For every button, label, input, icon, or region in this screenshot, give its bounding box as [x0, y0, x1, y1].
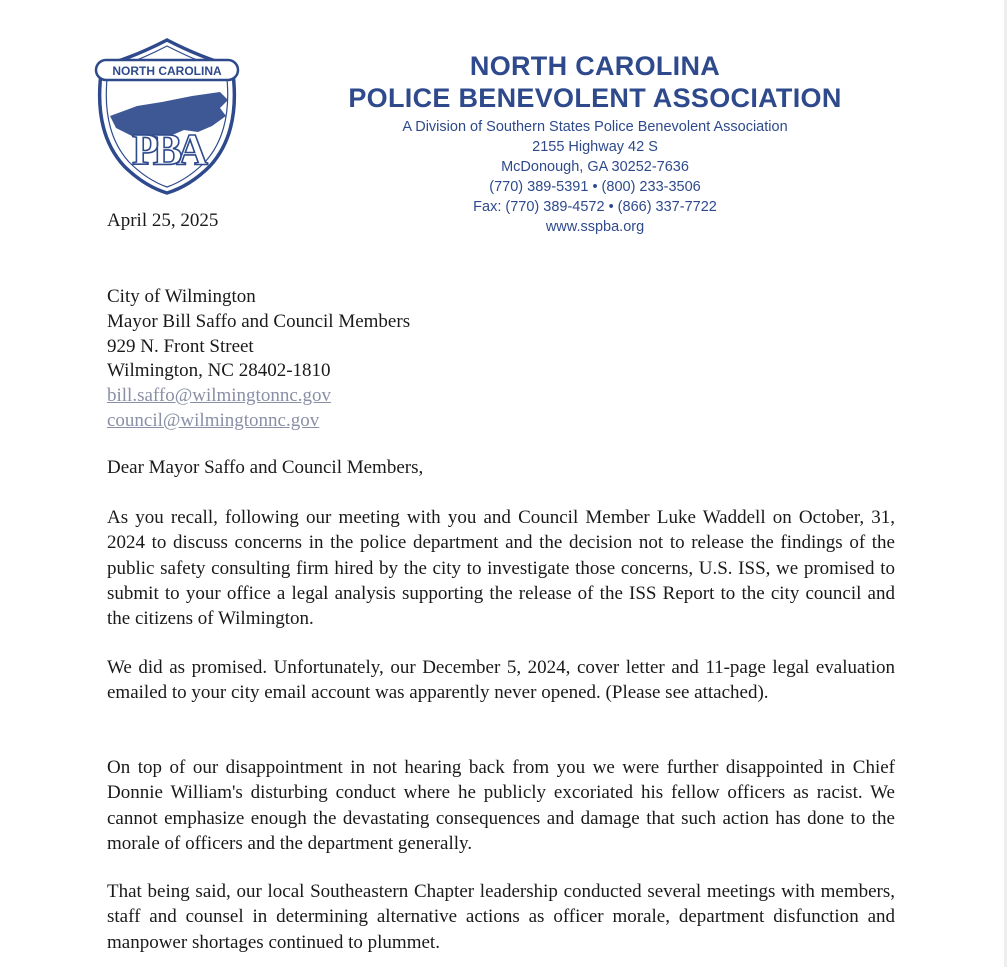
org-division: A Division of Southern States Police Benevolent Association [402, 119, 788, 135]
logo-banner-text: NORTH CAROLINA [112, 64, 222, 78]
body-paragraph-3: On top of our disappointment in not hearing back from you we were further disappointed in Chief Donnie William's disturbing conduct where he publicly excoriated his fellow officers as racist. We cannot emphasize enough the devastating consequences and damage that such action has done to the morale of officers and the department generally. [107, 757, 895, 854]
letterhead [300, 50, 890, 237]
recipient-email-2[interactable]: council@wilmingtonnc.gov [107, 409, 320, 431]
recipient-address [107, 285, 410, 434]
recipient-line-2: Mayor Bill Saffo and Council Members [107, 310, 411, 332]
org-name-line1: NORTH CAROLINA [469, 51, 721, 81]
org-city-state-zip: McDonough, GA 30252-7636 [501, 159, 689, 175]
body-paragraph-1: As you recall, following our meeting with you and Council Member Luke Waddell on October, 31, 2024 to discuss concerns in the police department and the decision not to release the findings of the public safety consulting firm hired by the city to investigate those concerns, U.S. ISS, we promised to submit to your office a legal analysis supporting the release of the ISS Report to the city council and the citizens of Wilmington. [107, 507, 895, 630]
org-fax: Fax: (770) 389-4572 • (866) 337-7722 [473, 199, 717, 215]
logo-monogram: PBA [132, 125, 202, 174]
salutation: Dear Mayor Saffo and Council Members, [107, 457, 424, 478]
pba-shield-logo [92, 36, 242, 196]
org-website: www.sspba.org [545, 219, 645, 235]
body-paragraph-2: We did as promised. Unfortunately, our December 5, 2024, cover letter and 11-page legal evaluation emailed to your city email account was apparently never opened. (Please see attached). [107, 657, 895, 704]
org-street: 2155 Highway 42 S [532, 139, 658, 155]
org-phones: (770) 389-5391 • (800) 233-3506 [489, 179, 701, 195]
letter-date: April 25, 2025 [107, 210, 219, 231]
recipient-line-4: Wilmington, NC 28402-1810 [107, 360, 331, 382]
recipient-line-1: City of Wilmington [107, 286, 256, 307]
body-paragraph-4: That being said, our local Southeastern Chapter leadership conducted several meetings with members, staff and counsel in determining alternative actions as officer morale, department disfunction and manpower shortages continued to plummet. [107, 881, 895, 953]
recipient-line-3: 929 N. Front Street [107, 335, 254, 357]
recipient-email-1[interactable]: bill.saffo@wilmingtonnc.gov [107, 385, 332, 407]
org-name-line2: POLICE BENEVOLENT ASSOCIATION [348, 83, 842, 113]
